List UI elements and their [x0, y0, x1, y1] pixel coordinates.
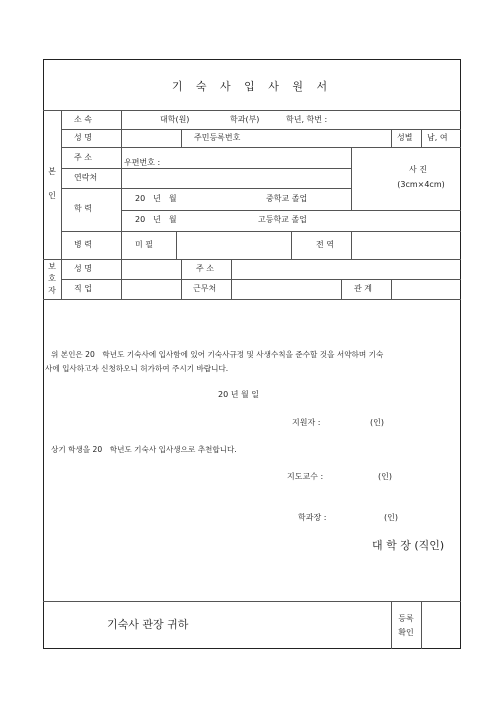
col-line [421, 601, 422, 649]
dept-head-seal[interactable]: (인) [384, 513, 398, 522]
col-line [181, 129, 182, 147]
row-line [121, 210, 461, 211]
affiliation-grade[interactable]: 학년, 학번 : [286, 115, 328, 124]
name-label: 성 명 [74, 133, 92, 142]
row-line [61, 188, 351, 189]
addressee: 기숙사 관장 귀하 [107, 618, 189, 631]
row-line [61, 168, 351, 169]
form-title: 기 숙 사 입 사 원 서 [171, 80, 333, 93]
pledge-line-1: 위 본인은 20 학년도 기숙사에 입사함에 있어 기숙사규정 및 사생수칙을 준수할 것을 서약하며 기숙 [51, 350, 384, 359]
postal-code-label[interactable]: 우편번호 : [124, 158, 161, 167]
col-line [351, 147, 352, 210]
education-label: 학 력 [74, 204, 92, 213]
date-line[interactable]: 20 년 월 일 [218, 390, 259, 399]
col-line [421, 129, 422, 147]
registration-check-label: 등록 확인 [398, 614, 414, 637]
applicant-seal[interactable]: (인) [370, 418, 384, 427]
dean-signature: 대 학 장 (직인) [372, 539, 445, 552]
col-line [391, 129, 392, 147]
guardian-workplace-label: 근무처 [193, 284, 217, 293]
col-line [121, 110, 122, 299]
applicant-label: 지원자 : [292, 418, 321, 427]
col-line [181, 259, 182, 299]
discharge-label: 전 역 [316, 240, 334, 249]
col-line [291, 231, 292, 259]
guardian-occupation-label: 직 업 [74, 284, 92, 293]
military-label: 병 력 [74, 240, 92, 249]
high-school-year[interactable]: 20 년 월 [135, 215, 177, 224]
col-line [351, 231, 352, 259]
recommend-line: 상기 학생을 20 학년도 기숙사 입사생으로 추천합니다. [51, 445, 237, 454]
row-line [43, 299, 461, 300]
affiliation-label: 소 속 [74, 115, 92, 124]
col-line [61, 110, 62, 299]
address-label: 주 소 [74, 153, 92, 162]
row-line [43, 110, 461, 111]
photo-size: (3cm×4cm) [397, 180, 445, 189]
dept-head-label: 학과장 : [298, 513, 327, 522]
row-line [43, 259, 461, 260]
section-self-label: 본 인 [48, 167, 56, 200]
contact-label: 연락처 [74, 173, 98, 182]
col-line [231, 259, 232, 299]
high-school-grad: 고등학교 졸업 [258, 215, 307, 224]
middle-school-grad: 중학교 졸업 [266, 194, 308, 203]
middle-school-year[interactable]: 20 년 월 [135, 194, 177, 203]
pledge-line-2: 사에 입사하고자 신청하오니 허가하여 주시기 바랍니다. [45, 364, 229, 373]
photo-label: 사 진 [409, 165, 427, 174]
affiliation-department[interactable]: 학과(부) [230, 115, 260, 124]
row-line [43, 601, 461, 602]
col-line [341, 279, 342, 299]
guardian-name-label: 성 명 [74, 264, 92, 273]
guardian-relation-label: 관 계 [354, 284, 372, 293]
military-status[interactable]: 미 필 [135, 240, 153, 249]
col-line [176, 231, 177, 259]
advisor-label: 지도교수 : [287, 472, 324, 481]
col-line [391, 279, 392, 299]
guardian-address-label: 주 소 [196, 264, 214, 273]
gender-label: 성별 [397, 133, 413, 142]
gender-options[interactable]: 남, 여 [427, 133, 448, 142]
advisor-seal[interactable]: (인) [378, 472, 392, 481]
resident-number-label: 주민등록번호 [194, 133, 241, 142]
affiliation-university[interactable]: 대학(원) [160, 115, 190, 124]
section-guardian-label: 보 호 자 [48, 262, 56, 295]
